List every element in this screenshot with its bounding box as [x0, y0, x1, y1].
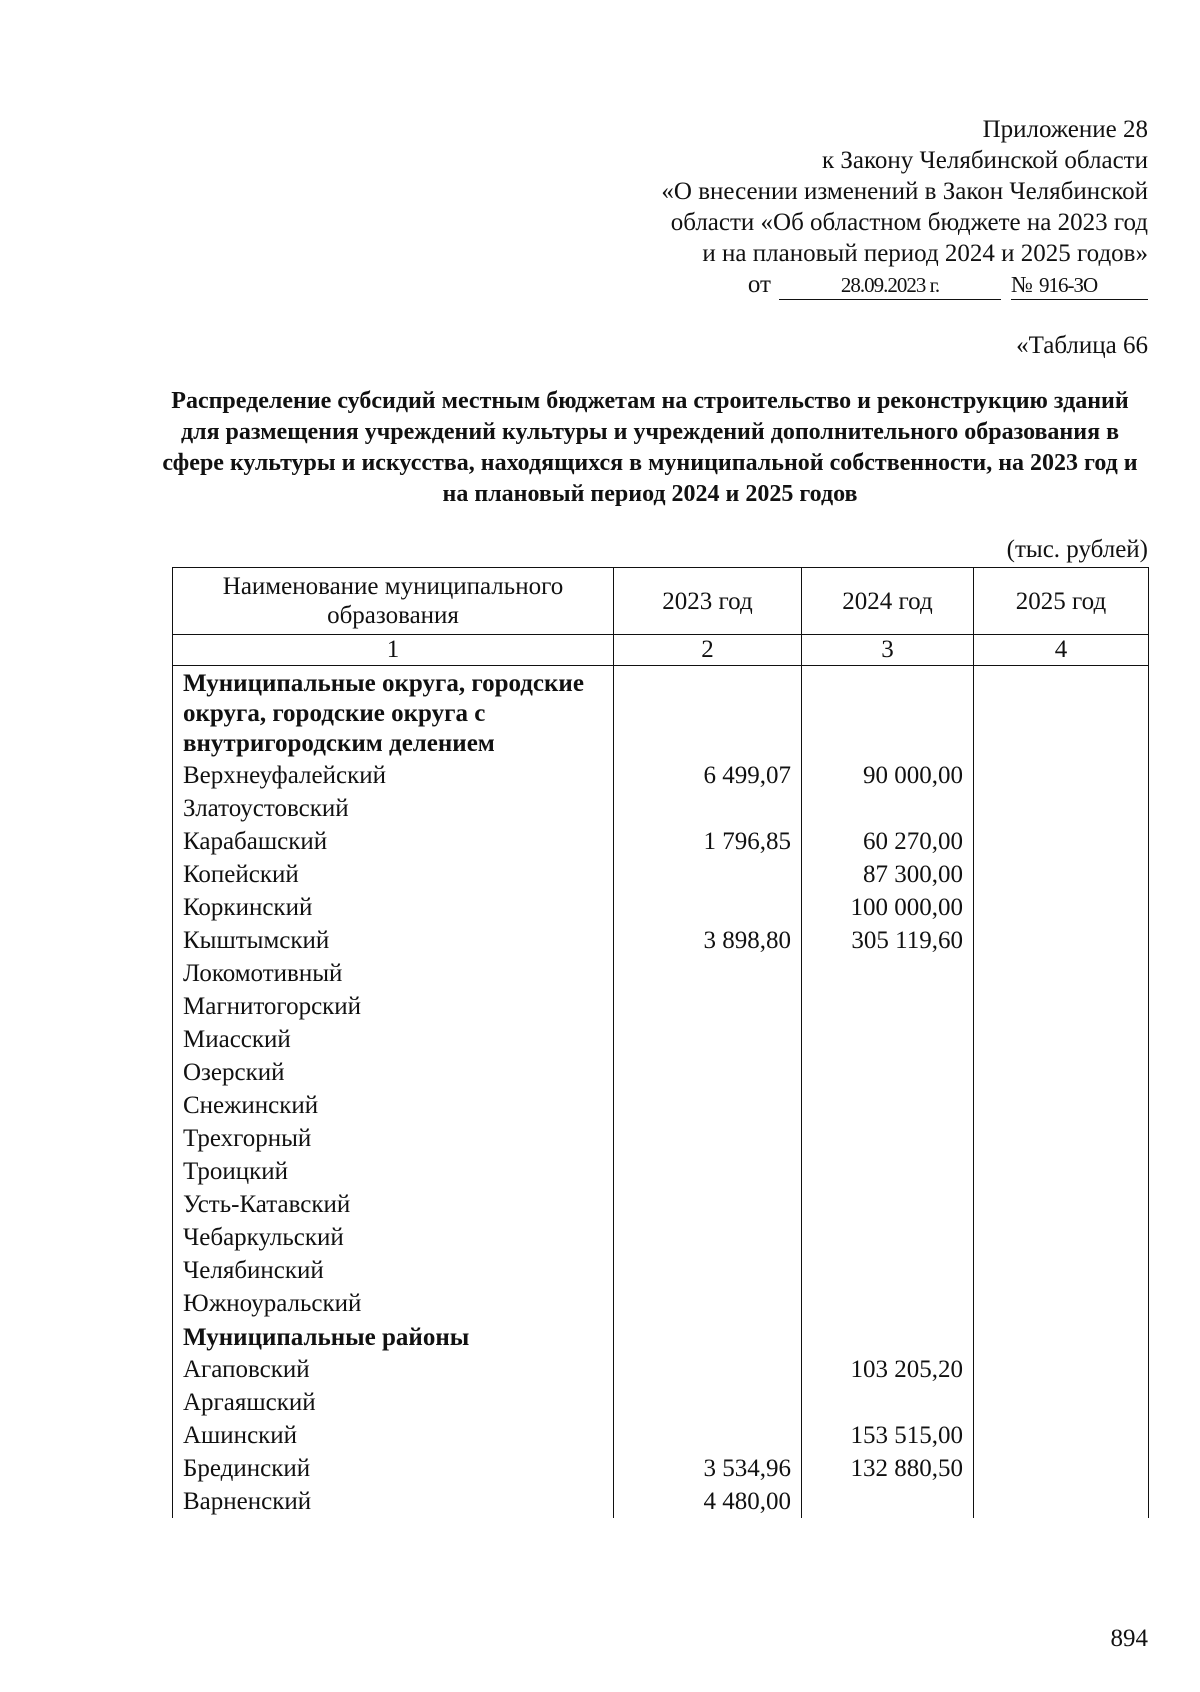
table-row: [173, 1056, 1149, 1089]
value-2023-cell: [614, 891, 802, 924]
value-2025-cell: [974, 1287, 1149, 1320]
value-2025-cell: [974, 1320, 1149, 1353]
value-2023-cell: 3 898,80: [614, 924, 802, 957]
header-2023: 2023 год: [614, 568, 802, 635]
value-2023-cell: [614, 1386, 802, 1419]
value-2023-cell: [614, 1287, 802, 1320]
value-2025-cell: [974, 1056, 1149, 1089]
table-row: [173, 1353, 1149, 1386]
value-2025-cell: [974, 666, 1149, 760]
value-2023-cell: [614, 1254, 802, 1287]
table-row: [173, 990, 1149, 1023]
value-2025-cell: [974, 792, 1149, 825]
municipality-name-cell: Златоустовский: [173, 792, 614, 825]
document-title: Распределение субсидий местным бюджетам на строительство и реконструкцию зданий для размещения учреждений культуры и учреждений дополнительного образования в сфере культуры и искусства, находящихся в муниципальной собственности, на 2023 год и на плановый период 2024 и 2025 годов: [162, 388, 1138, 507]
value-2024-cell: [802, 666, 974, 760]
table-header-row: [173, 568, 1149, 635]
value-2025-cell: [974, 1386, 1149, 1419]
value-2025-cell: [974, 1485, 1149, 1518]
value-2024-cell: [802, 1122, 974, 1155]
value-2023-cell: [614, 1155, 802, 1188]
table-row: [173, 1122, 1149, 1155]
municipality-name-cell: Аргаяшский: [173, 1386, 614, 1419]
value-2024-cell: [802, 1089, 974, 1122]
municipality-name-cell: Южноуральский: [173, 1287, 614, 1320]
value-2024-cell: [802, 1023, 974, 1056]
value-2024-cell: [802, 1056, 974, 1089]
table-group-row: [173, 1320, 1149, 1353]
decree-number-value: 916-ЗО: [1038, 273, 1098, 297]
table-row: [173, 957, 1149, 990]
municipality-name-cell: Чебаркульский: [173, 1221, 614, 1254]
table-row: [173, 891, 1149, 924]
value-2025-cell: [974, 1188, 1149, 1221]
table-row: [173, 1419, 1149, 1452]
value-2025-cell: [974, 1452, 1149, 1485]
header-2025: 2025 год: [974, 568, 1149, 635]
value-2023-cell: [614, 792, 802, 825]
column-number: 1: [173, 635, 614, 666]
table-row: [173, 825, 1149, 858]
value-2024-cell: 153 515,00: [802, 1419, 974, 1452]
subsidy-table: [172, 567, 1149, 1518]
decree-date-label: от: [747, 271, 771, 298]
value-2023-cell: [614, 1419, 802, 1452]
value-2025-cell: [974, 858, 1149, 891]
table-row: [173, 858, 1149, 891]
decree-date: 28.09.2023 г.: [779, 272, 1001, 300]
value-2024-cell: [802, 990, 974, 1023]
municipality-name-cell: Агаповский: [173, 1353, 614, 1386]
table-row: [173, 1221, 1149, 1254]
value-2024-cell: [802, 1155, 974, 1188]
value-2025-cell: [974, 1122, 1149, 1155]
table-label: «Таблица 66: [1016, 332, 1148, 359]
municipality-name-cell: Карабашский: [173, 825, 614, 858]
value-2025-cell: [974, 1023, 1149, 1056]
municipality-name-cell: Брединский: [173, 1452, 614, 1485]
column-number: 2: [614, 635, 802, 666]
value-2024-cell: [802, 792, 974, 825]
column-number-row: [173, 635, 1149, 666]
decree-line: [588, 269, 1148, 300]
value-2023-cell: 4 480,00: [614, 1485, 802, 1518]
value-2024-cell: 90 000,00: [802, 759, 974, 792]
value-2023-cell: [614, 1056, 802, 1089]
municipality-name-cell: Трехгорный: [173, 1122, 614, 1155]
value-2023-cell: [614, 1353, 802, 1386]
table-row: [173, 1386, 1149, 1419]
value-2023-cell: [614, 990, 802, 1023]
decree-number: [1011, 271, 1148, 300]
value-2023-cell: [614, 1320, 802, 1353]
table-group-row: [173, 666, 1149, 760]
value-2025-cell: [974, 1353, 1149, 1386]
value-2024-cell: [802, 1485, 974, 1518]
value-2023-cell: [614, 1023, 802, 1056]
header-2024: 2024 год: [802, 568, 974, 635]
value-2025-cell: [974, 1221, 1149, 1254]
value-2023-cell: 6 499,07: [614, 759, 802, 792]
table-row: [173, 792, 1149, 825]
value-2025-cell: [974, 825, 1149, 858]
value-2025-cell: [974, 891, 1149, 924]
table-row: [173, 1452, 1149, 1485]
value-2025-cell: [974, 1089, 1149, 1122]
value-2024-cell: [802, 1221, 974, 1254]
table-row: [173, 1023, 1149, 1056]
units-label: (тыс. рублей): [1006, 536, 1148, 563]
municipality-name-cell: Озерский: [173, 1056, 614, 1089]
value-2024-cell: [802, 957, 974, 990]
value-2023-cell: 3 534,96: [614, 1452, 802, 1485]
value-2025-cell: [974, 924, 1149, 957]
value-2023-cell: 1 796,85: [614, 825, 802, 858]
municipality-name-cell: Челябинский: [173, 1254, 614, 1287]
value-2024-cell: 103 205,20: [802, 1353, 974, 1386]
municipality-name-cell: Миасский: [173, 1023, 614, 1056]
municipality-name-cell: Муниципальные районы: [173, 1320, 614, 1353]
header-municipality: Наименование муниципального образования: [173, 568, 614, 635]
appendix-line: области «Об областном бюджете на 2023 год: [670, 209, 1148, 236]
value-2024-cell: 305 119,60: [802, 924, 974, 957]
table-row: [173, 1089, 1149, 1122]
value-2024-cell: [802, 1254, 974, 1287]
value-2023-cell: [614, 957, 802, 990]
value-2024-cell: 132 880,50: [802, 1452, 974, 1485]
value-2023-cell: [614, 1221, 802, 1254]
appendix-line: к Закону Челябинской области: [822, 147, 1148, 174]
municipality-name-cell: Муниципальные округа, городские округа, городские округа с внутригородским делением: [173, 666, 614, 760]
value-2024-cell: 100 000,00: [802, 891, 974, 924]
appendix-line: Приложение 28: [982, 116, 1148, 143]
appendix-line: «О внесении изменений в Закон Челябинской: [661, 178, 1148, 205]
table-row: [173, 1485, 1149, 1518]
municipality-name-cell: Усть-Катавский: [173, 1188, 614, 1221]
value-2024-cell: [802, 1188, 974, 1221]
municipality-name-cell: Верхнеуфалейский: [173, 759, 614, 792]
municipality-name-cell: Варненский: [173, 1485, 614, 1518]
value-2025-cell: [974, 759, 1149, 792]
value-2023-cell: [614, 666, 802, 760]
appendix-header: [588, 114, 1148, 300]
table-row: [173, 1287, 1149, 1320]
number-symbol: №: [1011, 272, 1033, 297]
municipality-name-cell: Коркинский: [173, 891, 614, 924]
column-number: 4: [974, 635, 1149, 666]
value-2024-cell: 87 300,00: [802, 858, 974, 891]
value-2024-cell: [802, 1386, 974, 1419]
municipality-name-cell: Копейский: [173, 858, 614, 891]
table-row: [173, 1188, 1149, 1221]
table-row: [173, 924, 1149, 957]
value-2023-cell: [614, 1089, 802, 1122]
value-2025-cell: [974, 990, 1149, 1023]
municipality-name-cell: Снежинский: [173, 1089, 614, 1122]
value-2024-cell: [802, 1287, 974, 1320]
table-row: [173, 759, 1149, 792]
table-row: [173, 1254, 1149, 1287]
appendix-line: и на плановый период 2024 и 2025 годов»: [702, 240, 1148, 267]
value-2023-cell: [614, 858, 802, 891]
value-2023-cell: [614, 1122, 802, 1155]
page-number: 894: [1110, 1625, 1148, 1652]
value-2023-cell: [614, 1188, 802, 1221]
municipality-name-cell: Локомотивный: [173, 957, 614, 990]
table-row: [173, 1155, 1149, 1188]
value-2024-cell: 60 270,00: [802, 825, 974, 858]
column-number: 3: [802, 635, 974, 666]
value-2025-cell: [974, 1155, 1149, 1188]
municipality-name-cell: Ашинский: [173, 1419, 614, 1452]
value-2025-cell: [974, 957, 1149, 990]
municipality-name-cell: Троицкий: [173, 1155, 614, 1188]
municipality-name-cell: Магнитогорский: [173, 990, 614, 1023]
value-2025-cell: [974, 1419, 1149, 1452]
value-2025-cell: [974, 1254, 1149, 1287]
table-body: [173, 666, 1149, 1519]
value-2024-cell: [802, 1320, 974, 1353]
municipality-name-cell: Кыштымский: [173, 924, 614, 957]
